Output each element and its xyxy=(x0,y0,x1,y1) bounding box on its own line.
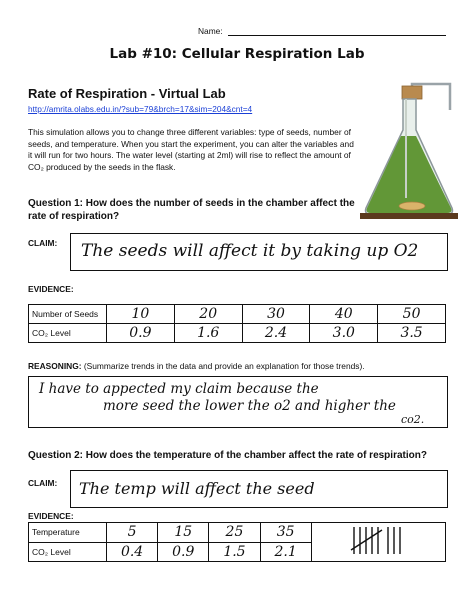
table-cell[interactable]: 50 xyxy=(378,305,446,324)
seeds xyxy=(399,202,425,210)
q1-reasoning xyxy=(28,361,365,373)
q2-claim-box[interactable] xyxy=(70,470,448,508)
table-row xyxy=(29,305,446,324)
table-cell[interactable]: 1.5 xyxy=(209,542,260,562)
table-cell[interactable]: 1.6 xyxy=(174,324,242,343)
q1-reasoning-label: REASONING: xyxy=(28,361,82,371)
question-2: Question 2: How does the temperature of the chamber affect the rate of respiration? xyxy=(28,450,427,461)
q1-reasoning-line-3: co2. xyxy=(401,413,425,426)
table-cell[interactable]: 5 xyxy=(107,523,158,543)
table-row-label: Temperature xyxy=(29,523,107,543)
flask-base xyxy=(360,213,458,219)
table-cell[interactable]: 2.1 xyxy=(260,542,311,562)
table-row-label: Number of Seeds xyxy=(29,305,107,324)
table-cell[interactable]: 30 xyxy=(242,305,310,324)
tally-scribble-cell[interactable] xyxy=(311,523,445,562)
intro-paragraph: This simulation allows you to change three different variables: type of seeds, number of seeds, and temperature. When you start the experiment, you can alter the variables and it will run for two hours. The water level (starting at 2ml) will rise to reflect the amount of CO₂ produced by the seeds in the flask. xyxy=(28,127,354,172)
q1-claim-box[interactable] xyxy=(70,233,448,271)
table-cell[interactable]: 20 xyxy=(174,305,242,324)
q1-reasoning-line-2: more seed the lower the o2 and higher the xyxy=(103,398,396,414)
table-row-label: CO₂ Level xyxy=(29,324,107,343)
table-cell[interactable]: 0.9 xyxy=(158,542,209,562)
table-row xyxy=(29,324,446,343)
page-title: Lab #10: Cellular Respiration Lab xyxy=(109,46,365,62)
tally-scribble xyxy=(348,523,408,557)
table-cell[interactable]: 25 xyxy=(209,523,260,543)
section-heading: Rate of Respiration - Virtual Lab xyxy=(28,86,226,101)
q2-claim-answer: The temp will affect the seed xyxy=(79,479,315,498)
q2-claim-label: CLAIM: xyxy=(28,478,58,488)
table-cell[interactable]: 35 xyxy=(260,523,311,543)
q1-claim-answer: The seeds will affect it by taking up O2 xyxy=(81,241,419,261)
name-field[interactable] xyxy=(228,35,446,36)
simulation-link[interactable]: http://amrita.olabs.edu.in/?sub=79&brch=17&sim=204&cnt=4 xyxy=(28,104,253,114)
flask-illustration xyxy=(356,80,460,222)
table-cell[interactable]: 3.5 xyxy=(378,324,446,343)
table-cell[interactable]: 0.9 xyxy=(107,324,175,343)
table-cell[interactable]: 0.4 xyxy=(107,542,158,562)
table-cell[interactable]: 3.0 xyxy=(310,324,378,343)
table-row xyxy=(29,523,446,543)
question-1: Question 1: How does the number of seeds in the chamber affect the rate of respiration? xyxy=(28,198,355,222)
flask-liquid xyxy=(367,136,452,213)
q2-evidence-label: EVIDENCE: xyxy=(28,511,74,521)
table-cell[interactable]: 15 xyxy=(158,523,209,543)
table-cell[interactable]: 40 xyxy=(310,305,378,324)
q1-claim-label: CLAIM: xyxy=(28,238,58,248)
table-row-label: CO₂ Level xyxy=(29,542,107,562)
table-cell[interactable]: 2.4 xyxy=(242,324,310,343)
q1-reasoning-line-1: I have to appected my claim because the xyxy=(39,381,319,397)
cork xyxy=(402,86,422,99)
name-label: Name: xyxy=(198,26,223,36)
q1-evidence-table xyxy=(28,304,446,343)
table-cell[interactable]: 10 xyxy=(107,305,175,324)
q1-evidence-label: EVIDENCE: xyxy=(28,284,74,294)
q2-evidence-table xyxy=(28,522,446,562)
q1-reasoning-box[interactable] xyxy=(28,376,448,428)
q1-reasoning-prompt: (Summarize trends in the data and provide an explanation for those trends). xyxy=(83,361,365,371)
